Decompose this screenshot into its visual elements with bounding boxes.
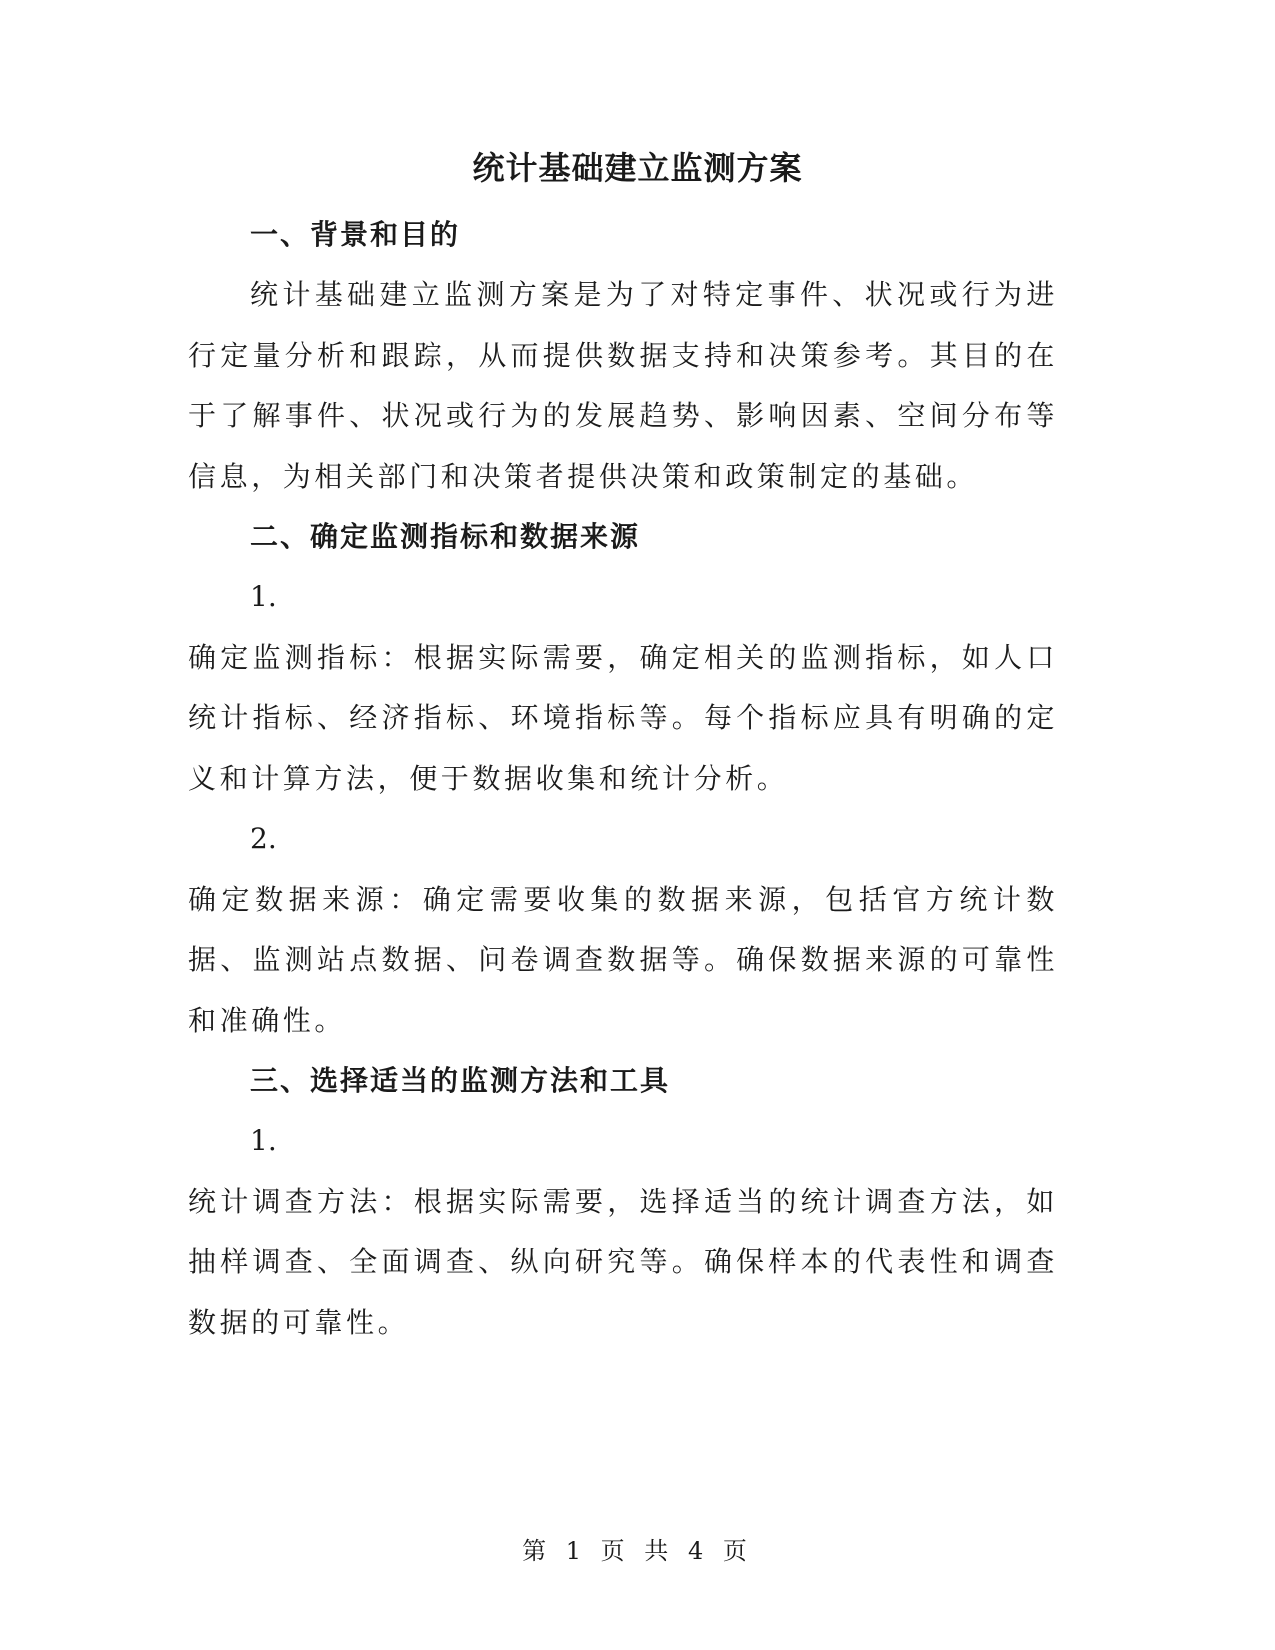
list-item-text: 确定监测指标：根据实际需要，确定相关的监测指标，如人口统计指标、经济指标、环境指标等。每个指标应具有明确的定义和计算方法，便于数据收集和统计分析。 <box>188 640 1058 795</box>
page-footer: 第 1 页 共 4 页 <box>522 1537 753 1565</box>
section-heading-indicators: 二、确定监测指标和数据来源 <box>250 520 641 553</box>
page-title: 统计基础建立监测方案 <box>472 149 803 187</box>
section-heading-methods: 三、选择适当的监测方法和工具 <box>250 1064 671 1097</box>
list-item-number: 2. <box>250 822 277 855</box>
section-heading-background: 一、背景和目的 <box>250 218 461 251</box>
list-item-number: 1. <box>250 1124 277 1157</box>
section-paragraph-background: 统计基础建立监测方案是为了对特定事件、状况或行为进行定量分析和跟踪，从而提供数据支持和决策参考。其目的在于了解事件、状况或行为的发展趋势、影响因素、空间分布等信息，为相关部门和决策者提供决策和政策制定的基础。 <box>188 278 1058 493</box>
list-item-text: 确定数据来源：确定需要收集的数据来源，包括官方统计数据、监测站点数据、问卷调查数据等。确保数据来源的可靠性和准确性。 <box>188 882 1058 1037</box>
document-body <box>188 205 1058 1353</box>
list-item-number: 1. <box>250 580 277 613</box>
list-item-text: 统计调查方法：根据实际需要，选择适当的统计调查方法，如抽样调查、全面调查、纵向研究等。确保样本的代表性和调查数据的可靠性。 <box>188 1184 1058 1339</box>
